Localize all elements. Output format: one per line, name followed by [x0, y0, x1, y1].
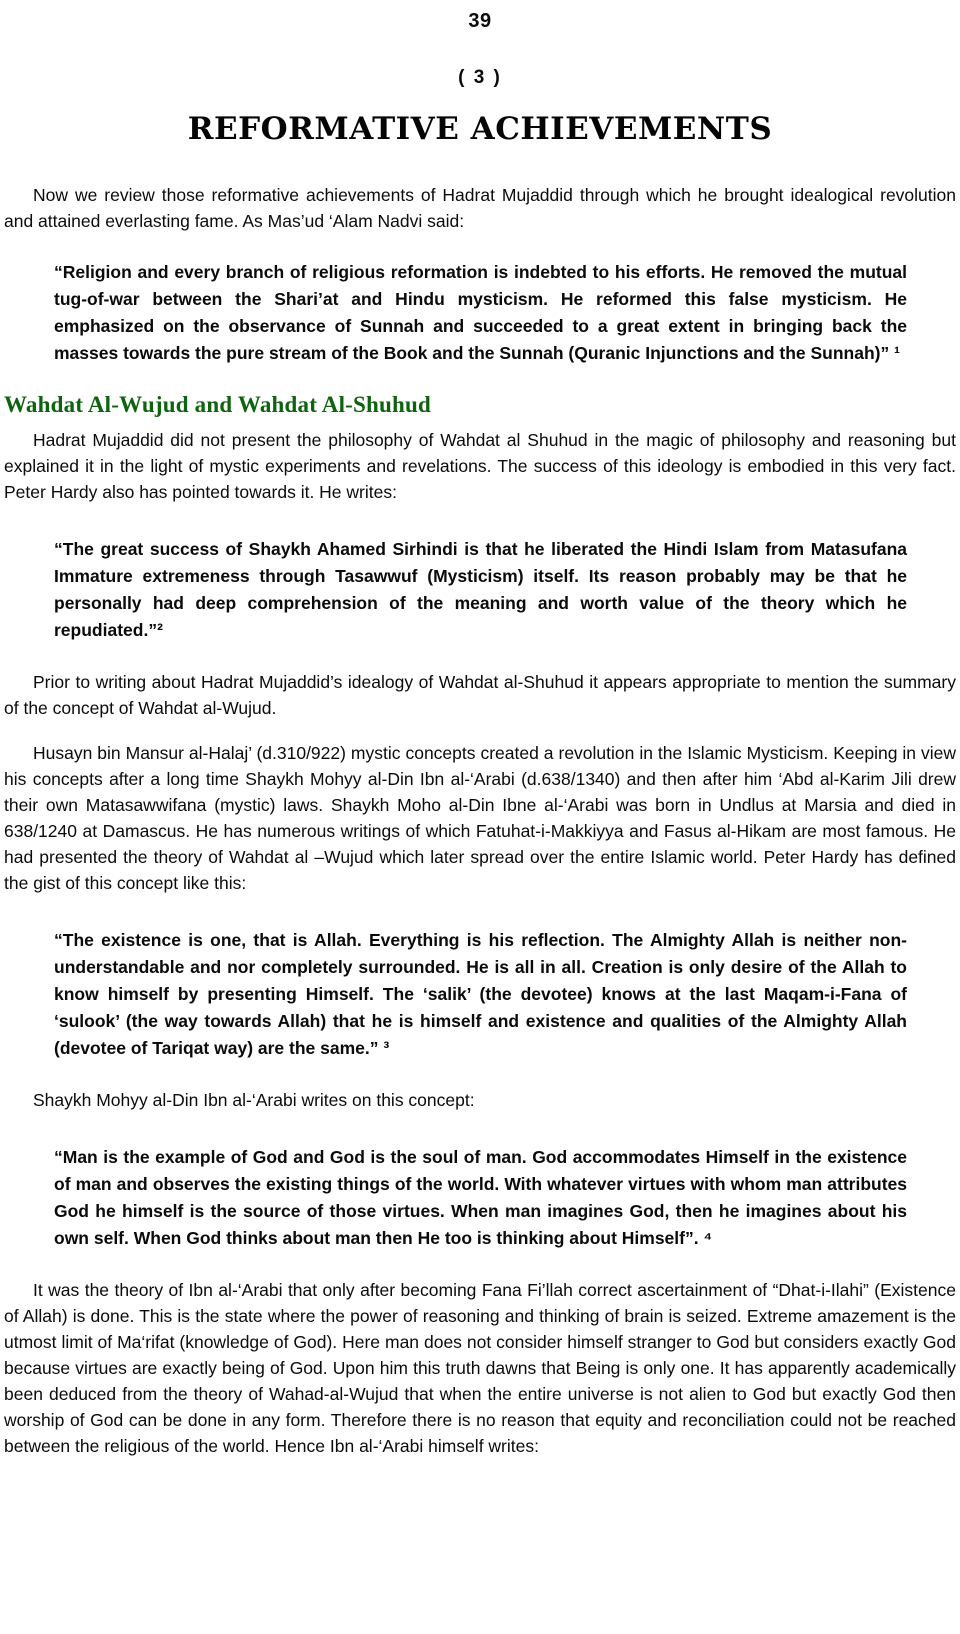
page-title: REFORMATIVE ACHIEVEMENTS — [187, 111, 773, 147]
quote-man-example-of-god: “Man is the example of God and God is the soul of man. God accommodates Himself in the existence of man and observes the existing things of the world. With whatever virtues with whom man attributes God he himself is the source of those virtues. When man imagines God, then he imagines about his own self. When God thinks about man then He too is thinking about Himself”. ⁴ — [54, 1147, 907, 1248]
paragraph-husayn-bin-mansur: Husayn bin Mansur al-Halaj’ (d.310/922) mystic concepts created a revolution in the Islamic Mysticism. Keeping in view his concepts after a long time Shaykh Mohyy al-Din Ibn al-‘Arabi (d.638/1340) and then after him ‘Abd al-Karim Jili drew their own Matasawwifana (mystic) laws. Shaykh Moho al-Din Ibne al-‘Arabi was born in Undlus at Marsia and died in 638/1240 at Damascus. He has numerous writings of which Fatuhat-i-Makkiyya and Fasus al-Hikam are most famous. He had presented the theory of Wahdat al –Wujud which later spread over the entire Islamic world. Peter Hardy has defined the gist of this concept like this: — [4, 743, 956, 893]
section-marker: ( 3 ) — [458, 67, 502, 88]
quote-existence-is-one: “The existence is one, that is Allah. Everything is his reflection. The Almighty Allah is neither non-understandable and nor completely surrounded. He is all in all. Creation is only desire of the Allah to know himself by presenting Himself. The ‘salik’ (the devotee) knows at the last Maqam-i-Fana of ‘sulook’ (the way towards Allah) that he is himself and existence and qualities of the Almighty Allah (devotee of Tariqat way) are the same.” ³ — [54, 930, 907, 1058]
page-number: 39 — [468, 10, 492, 32]
paragraph-intro: Now we review those reformative achievements of Hadrat Mujaddid through which he brought idealogical revolution and attained everlasting fame. As Mas’ud ‘Alam Nadvi said: — [4, 185, 956, 231]
section-heading-wahdat: Wahdat Al-Wujud and Wahdat Al-Shuhud — [4, 392, 431, 417]
paragraph-hadrat-mujaddid: Hadrat Mujaddid did not present the philosophy of Wahdat al Shuhud in the magic of philosophy and reasoning but explained it in the light of mystic experiments and revelations. The success of this ideology is embodied in this very fact. Peter Hardy also has pointed towards it. He writes: — [4, 430, 956, 502]
quote-hardy-success: “The great success of Shaykh Ahamed Sirhindi is that he liberated the Hindi Islam from Matasufana Immature extremeness through Tasawwuf (Mysticism) itself. Its reason probably may be that he personally had deep comprehension of the meaning and worth value of the theory which he repudiated.”² — [54, 539, 907, 640]
paragraph-theory-of-ibn-arabi: It was the theory of Ibn al-‘Arabi that only after becoming Fana Fi’llah correct ascertainment of “Dhat-i-Ilahi” (Existence of Allah) is done. This is the state where the power of reasoning and thinking of brain is seized. Extreme amazement is the utmost limit of Ma‘rifat (knowledge of God). Here man does not consider himself stranger to God but considers exactly God because virtues are exactly being of God. Upon him this truth dawns that Being is only one. It has apparently academically been deduced from the theory of Wahad-al-Wujud that when the entire universe is not alien to God but exactly God then worship of God can be done in any form. Therefore there is no reason that equity and reconciliation could not be reached between the religious of the world. Hence Ibn al-‘Arabi himself writes: — [4, 1280, 956, 1456]
paragraph-prior-to-writing: Prior to writing about Hadrat Mujaddid’s idealogy of Wahdat al-Shuhud it appears appropriate to mention the summary of the concept of Wahdat al-Wujud. — [4, 672, 956, 718]
paragraph-shaykh-writes: Shaykh Mohyy al-Din Ibn al-‘Arabi writes on this concept: — [33, 1090, 475, 1110]
quote-nadvi: “Religion and every branch of religious reformation is indebted to his efforts. He removed the mutual tug-of-war between the Shari’at and Hindu mysticism. He reformed this false mysticism. He emphasized on the observance of Sunnah and succeeded to a great extent in bringing back the masses towards the pure stream of the Book and the Sunnah (Quranic Injunctions and the Sunnah)” ¹ — [54, 262, 907, 363]
